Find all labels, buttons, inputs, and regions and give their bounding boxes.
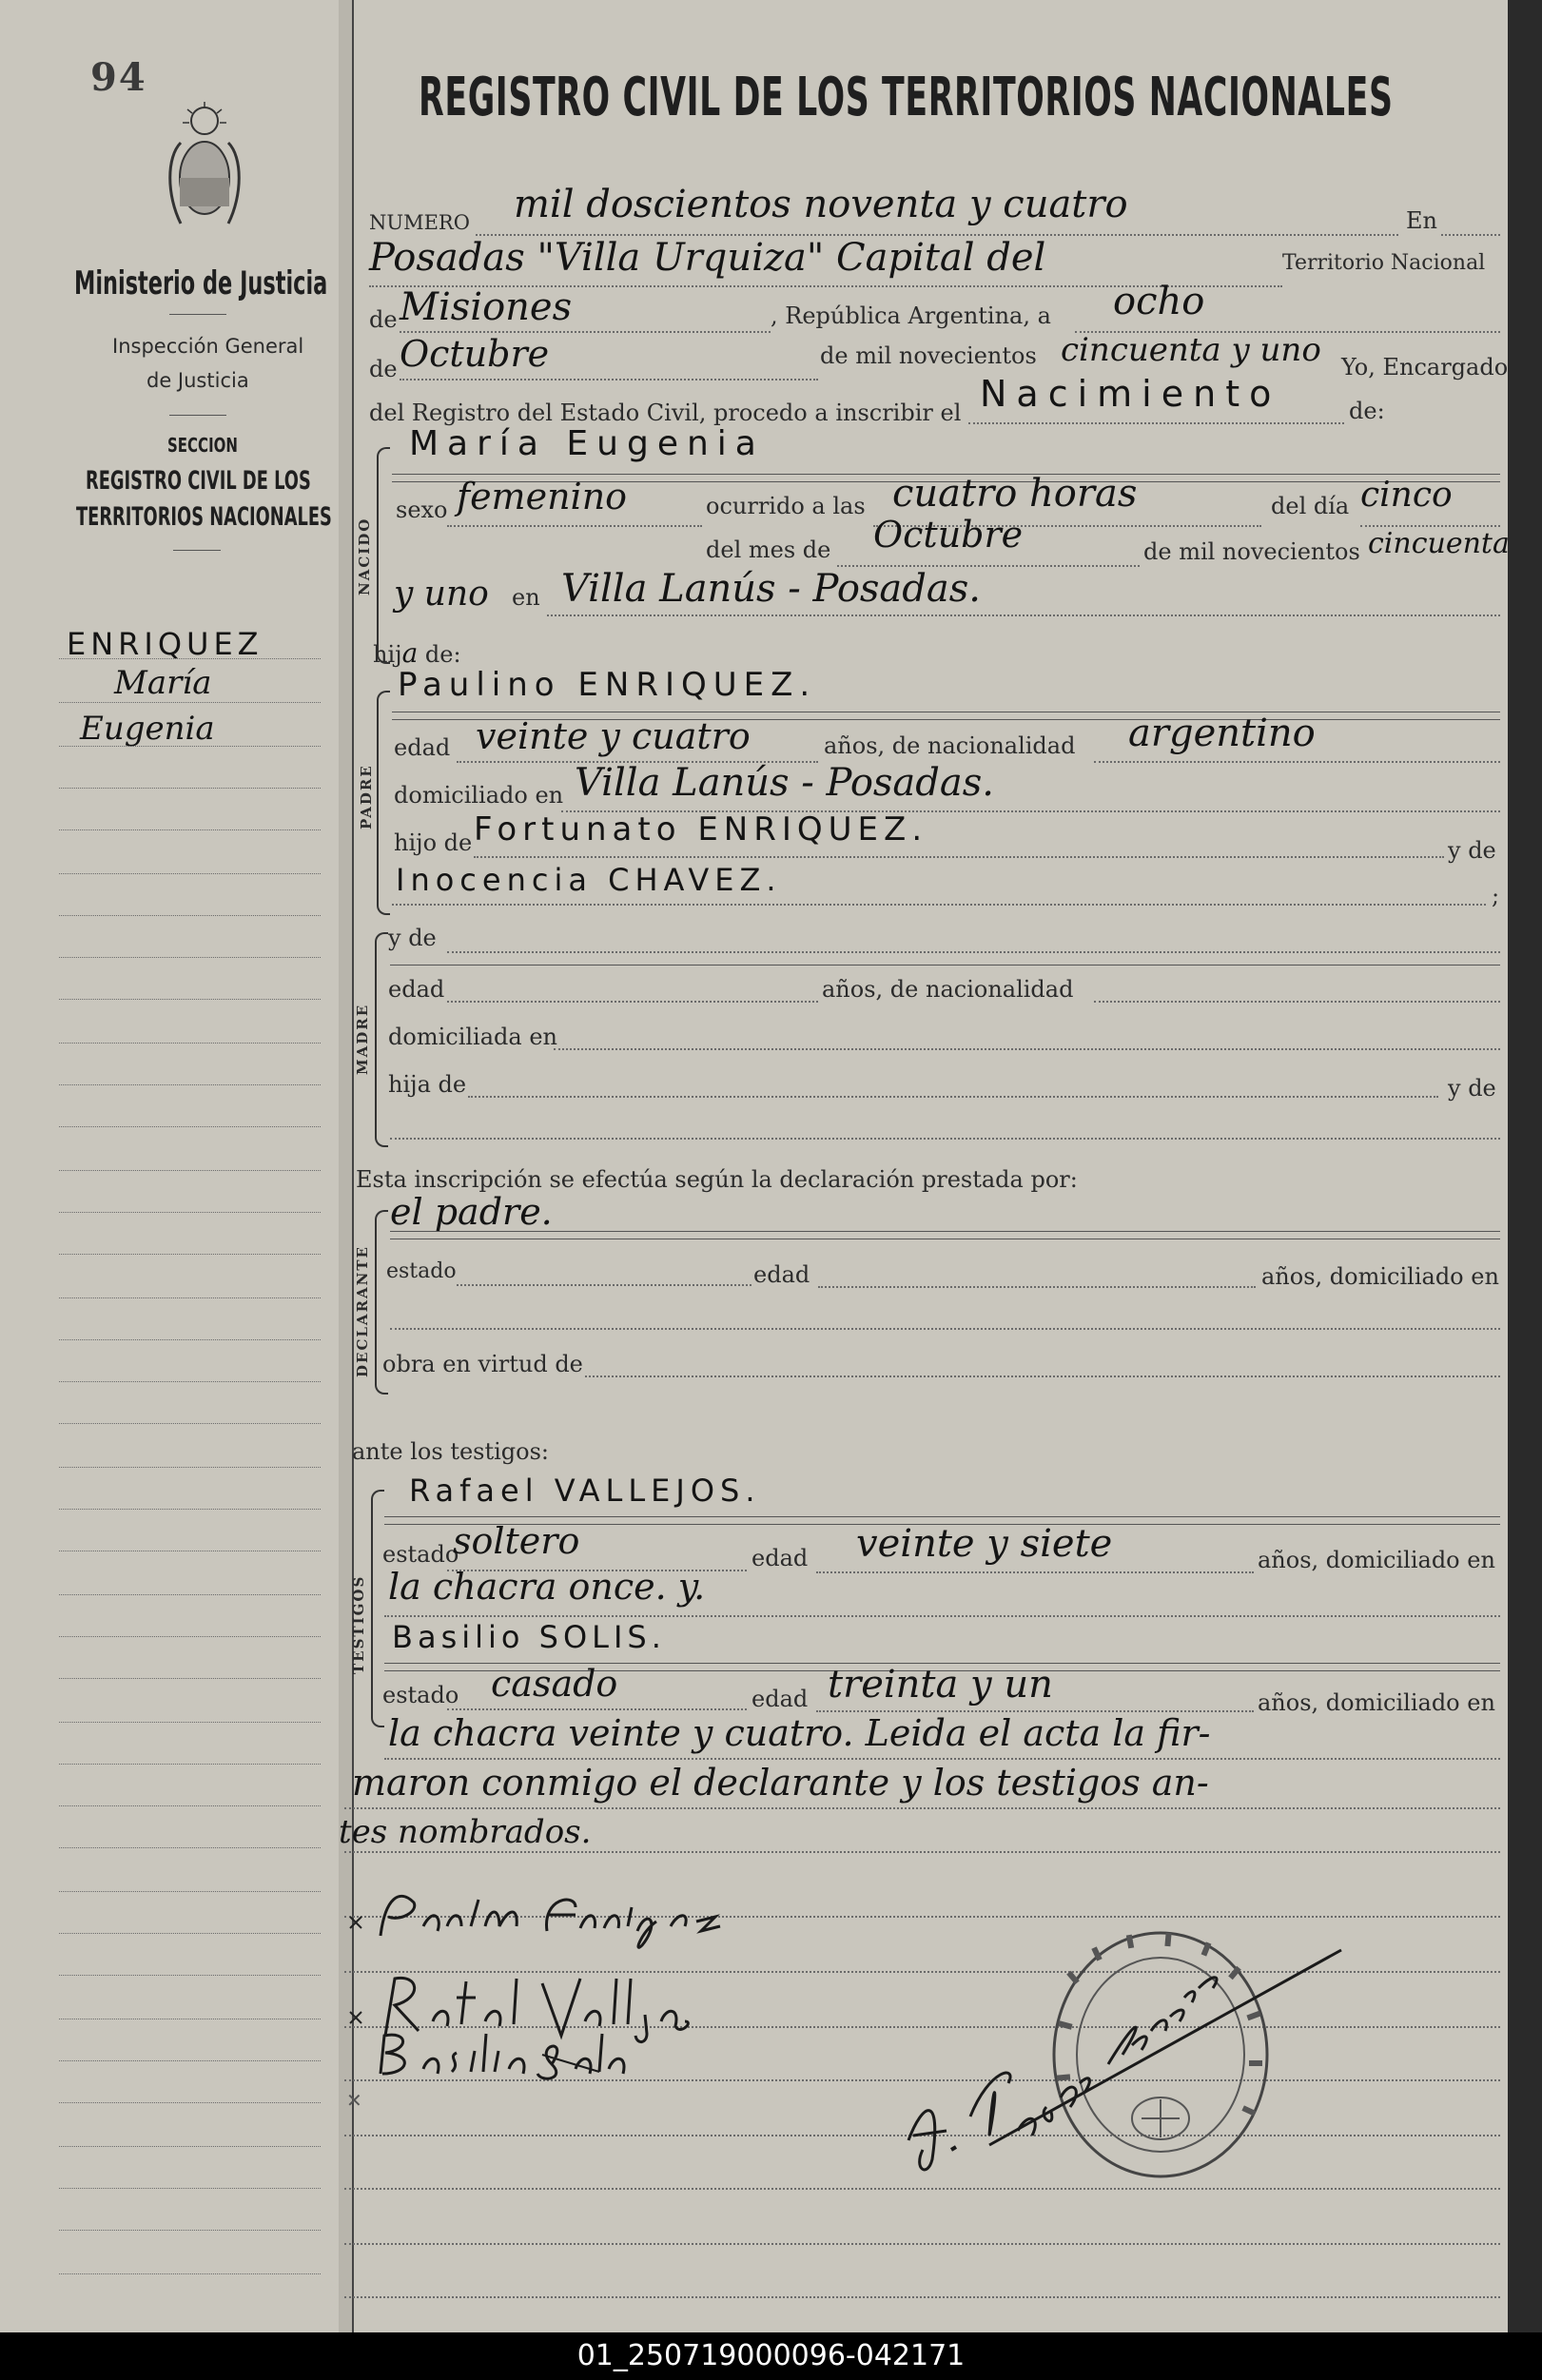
madre-yde-label-2: y de: [1448, 1075, 1496, 1102]
mes-label: del mes de: [706, 536, 831, 563]
blank-signature-mark: ✕: [346, 2089, 362, 2112]
father-edad-value: veinte y cuatro: [476, 715, 751, 757]
witness-1-dom-label: años, domiciliado en: [1258, 1547, 1495, 1573]
testigos-intro: ante los testigos:: [352, 1438, 550, 1465]
numero-label: NUMERO: [369, 211, 470, 234]
hijo-de: de:: [424, 641, 461, 668]
sidebar-margin: [0, 0, 343, 2332]
de-label-2: de: [369, 356, 398, 382]
territory-value: Misiones: [400, 285, 573, 329]
birth-month-value: Octubre: [873, 514, 1024, 556]
numero-value: mil doscientos noventa y cuatro: [514, 183, 1128, 226]
registrar-signature: [894, 1902, 1351, 2188]
witness-2-dom-label: años, domiciliado en: [1258, 1689, 1495, 1716]
father-yde-label: y de: [1448, 837, 1496, 864]
madre-yde-label: y de: [388, 925, 437, 951]
scan-footer: [0, 2332, 1542, 2380]
en-place-label: en: [512, 584, 540, 611]
witness-2-dom-value: la chacra veinte y cuatro. Leida el acta la fir-: [388, 1712, 1211, 1754]
witness-2-signature: [371, 2026, 656, 2083]
territorio-label: Territorio Nacional: [1282, 251, 1486, 275]
paternal-grandmother-value: Inocencia CHAVEZ.: [396, 862, 782, 898]
hijo-prefix: hij: [373, 641, 402, 668]
closing-line-1: maron conmigo el declarante y los testigos an-: [352, 1762, 1209, 1804]
father-hijo-label: hijo de: [394, 829, 473, 856]
birth-day-value: cinco: [1360, 476, 1453, 515]
dia-label: del día: [1271, 493, 1350, 519]
madre-dom-label: domiciliada en: [388, 1024, 557, 1050]
sexo-value: femenino: [457, 476, 628, 517]
margin-surname: ENRIQUEZ: [67, 626, 264, 662]
father-name: Paulino ENRIQUEZ.: [398, 666, 817, 704]
section-label: SECCION: [167, 434, 238, 457]
testigos-label: TESTIGOS: [350, 1574, 367, 1674]
closing-line-2: tes nombrados.: [339, 1813, 592, 1851]
declarante-value: el padre.: [390, 1191, 553, 1233]
ocurrido-label: ocurrido a las: [706, 493, 866, 519]
year-label: de mil novecientos: [820, 342, 1037, 369]
margin-given-name-2: Eugenia: [80, 710, 215, 748]
republica-label: , República Argentina, a: [771, 302, 1051, 329]
padre-label: PADRE: [358, 764, 375, 829]
hijo-suffix: a: [401, 637, 419, 669]
birth-year-value: cincuenta: [1368, 527, 1510, 560]
inspection-label-2: de Justicia: [146, 369, 249, 392]
declarante-label: DECLARANTE: [354, 1245, 371, 1377]
nacido-label: NACIDO: [356, 517, 373, 595]
ministry-title: Ministerio de Justicia: [74, 264, 328, 302]
section-line-2: TERRITORIOS NACIONALES: [76, 502, 332, 532]
witness-1-estado-value: soltero: [453, 1520, 580, 1562]
hijo-label: [373, 637, 461, 669]
father-end: ;: [1492, 883, 1500, 909]
declarante-dom-label: años, domiciliado en: [1261, 1263, 1499, 1290]
obra-label: obra en virtud de: [382, 1351, 583, 1377]
declaracion-intro: Esta inscripción se efectúa según la declaración prestada por:: [356, 1166, 1078, 1193]
father-signature: [342, 1879, 723, 1955]
birth-place-value: Villa Lanús - Posadas.: [561, 567, 981, 611]
sexo-label: sexo: [396, 497, 448, 523]
hour-value: cuatro horas: [892, 472, 1138, 516]
en-label: En: [1406, 207, 1437, 234]
father-nac-value: argentino: [1128, 712, 1316, 755]
birth-year-value-2: y uno: [394, 575, 489, 614]
madre-nac-label: años, de nacionalidad: [822, 976, 1074, 1003]
father-nac-label: años, de nacionalidad: [824, 732, 1076, 759]
madre-edad-label: edad: [388, 976, 445, 1003]
margin-given-name-1: María: [114, 664, 212, 702]
witness-1-name: Rafael VALLEJOS.: [409, 1473, 761, 1509]
father-dom-label: domiciliado en: [394, 782, 564, 809]
year-value: cincuenta y uno: [1061, 331, 1321, 369]
father-edad-label: edad: [394, 734, 451, 761]
witness-1-estado-label: estado: [382, 1541, 459, 1568]
father-dom-value: Villa Lanús - Posadas.: [575, 761, 994, 805]
de-colon-label: de:: [1349, 398, 1385, 424]
inspection-label: Inspección General: [112, 335, 304, 358]
witness-1-edad-value: veinte y siete: [856, 1522, 1113, 1566]
witness-2-edad-value: treinta y un: [828, 1663, 1053, 1707]
paternal-grandfather-value: Fortunato ENRIQUEZ.: [474, 810, 928, 849]
witness-2-edad-label: edad: [751, 1686, 809, 1712]
place-value: Posadas "Villa Urquiza" Capital del: [369, 236, 1046, 280]
yo-label: Yo, Encargado: [1341, 354, 1509, 380]
page-title: REGISTRO CIVIL DE LOS TERRITORIOS NACIONALES: [419, 67, 1394, 128]
act-value: Nacimiento: [980, 373, 1281, 415]
madre-label: MADRE: [354, 1003, 371, 1075]
declarante-estado-label: estado: [386, 1259, 457, 1283]
coat-of-arms-icon: [162, 100, 247, 233]
witness-2-name: Basilio SOLIS.: [392, 1619, 666, 1655]
witness-2-estado-label: estado: [382, 1682, 459, 1708]
witness-1-edad-label: edad: [751, 1545, 809, 1571]
page-number: 94: [90, 55, 147, 100]
declarante-edad-label: edad: [753, 1261, 810, 1288]
madre-hija-label: hija de: [388, 1071, 467, 1098]
birth-year-label: de mil novecientos: [1143, 538, 1360, 565]
section-line-1: REGISTRO CIVIL DE LOS: [86, 466, 311, 496]
scan-code: 01_250719000096-042171: [576, 2339, 966, 2372]
witness-1-dom-value: la chacra once. y.: [388, 1566, 706, 1608]
de-label: de: [369, 306, 398, 333]
witness-2-estado-value: casado: [491, 1663, 618, 1705]
registro-label: del Registro del Estado Civil, procedo a inscribir el: [369, 400, 962, 426]
month-value: Octubre: [400, 333, 550, 375]
child-name: María Eugenia: [409, 424, 765, 463]
day-value: ocho: [1113, 280, 1205, 323]
